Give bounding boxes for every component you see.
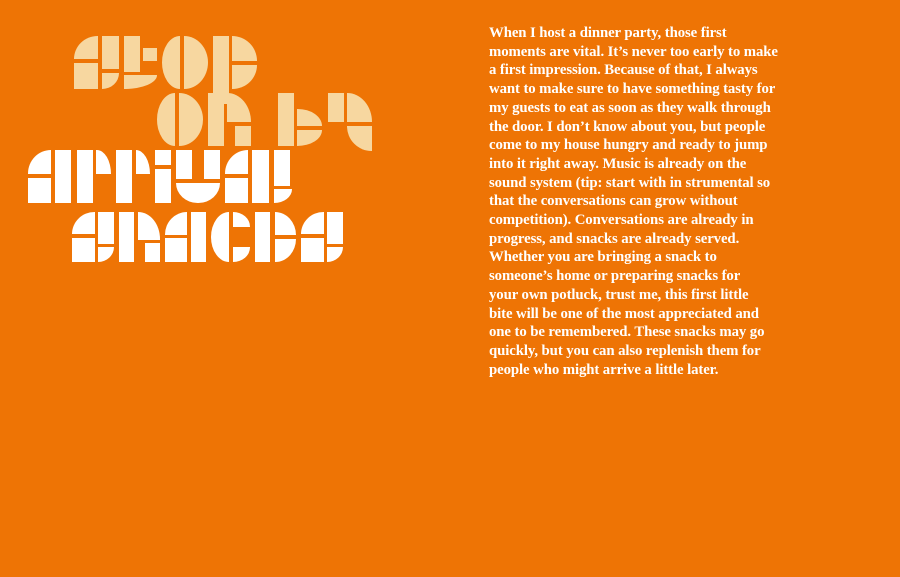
paragraph-line: come to my house hungry and ready to jump [489, 137, 768, 154]
title-word-snacks [72, 212, 348, 277]
paragraph-line: sound system (tip: start with in strumental so [489, 174, 771, 191]
paragraph-line: the door. I don’t know about you, but people [489, 118, 766, 135]
paragraph-line: someone’s home or preparing snacks for [489, 268, 741, 285]
paragraph-line: people who might arrive a little later. [489, 361, 719, 378]
paragraph-line: competition). Conversations are already in [489, 212, 754, 229]
paragraph-line: my guests to eat as soon as they walk through [489, 99, 771, 116]
paragraph-line: quickly, but you can also replenish them for [489, 342, 761, 359]
paragraph-line: one to be remembered. These snacks may go [489, 324, 765, 341]
paragraph-line: a first impression. Because of that, I always [489, 62, 758, 79]
paragraph-line: progress, and snacks are already served. [489, 230, 740, 247]
title-word-arrival [28, 150, 297, 219]
paragraph-line: that the conversations can grow without [489, 193, 738, 210]
paragraph-line: into it right away. Music is already on the [489, 155, 747, 172]
paragraph-line: moments are vital. It’s never too early to make [489, 43, 778, 60]
paragraph-line: want to make sure to have something tasty for [489, 81, 776, 98]
intro-paragraph [489, 24, 819, 379]
paragraph-line: When I host a dinner party, those first [489, 25, 727, 41]
paragraph-line: bite will be one of the most appreciated and [489, 305, 759, 322]
paragraph-line: Whether you are bringing a snack to [489, 249, 717, 266]
paragraph-line: your own potluck, trust me, this first little [489, 286, 749, 303]
chapter-title [0, 0, 480, 300]
